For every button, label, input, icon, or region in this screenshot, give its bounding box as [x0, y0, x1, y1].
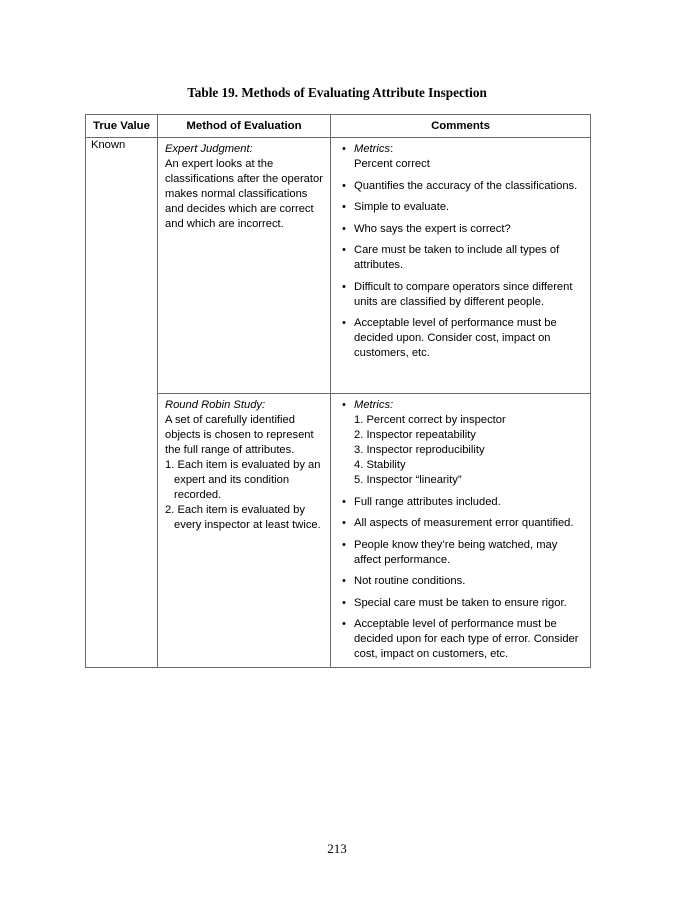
page-number: 213 — [327, 841, 347, 856]
metric-line: 3. Inspector reproducibility — [354, 444, 485, 456]
bullet-glyph: • — [342, 280, 346, 293]
method-description: An expert looks at the classifications after the operator makes normal classifications and decides which are correct and which are incorrect. — [165, 158, 323, 230]
comment-text: Simple to evaluate. — [354, 201, 450, 213]
metric-line: Percent correct — [354, 158, 430, 170]
list-item — [342, 280, 584, 310]
list-item — [342, 617, 584, 662]
list-item — [342, 574, 584, 589]
list-item — [342, 538, 584, 568]
metrics-colon: : — [390, 143, 394, 155]
header-method: Method of Evaluation — [158, 115, 331, 138]
metric-line: 5. Inspector “linearity” — [354, 474, 462, 486]
list-item — [342, 596, 584, 611]
bullet-glyph: • — [342, 517, 346, 529]
bullet-glyph: • — [342, 222, 346, 235]
comment-text: Acceptable level of performance must be decided upon. Consider cost, impact on customers, etc. — [354, 317, 557, 359]
bullet-glyph: • — [342, 179, 346, 192]
method-expert-judgment — [158, 138, 331, 394]
list-item — [342, 495, 584, 510]
list-item — [342, 200, 584, 215]
bullet-glyph: • — [342, 538, 346, 551]
list-item — [342, 516, 584, 531]
comment-text: People know they’re being watched, may affect performance. — [354, 538, 558, 566]
comment-text: Difficult to compare operators since different units are classified by different people. — [354, 280, 573, 308]
comments-expert-judgment — [331, 138, 591, 394]
method-round-robin — [158, 394, 331, 668]
comment-text: Acceptable level of performance must be decided upon for each type of error. Consider cost, impact on customers, etc. — [354, 618, 579, 660]
list-item — [342, 222, 584, 237]
bullet-glyph: • — [342, 201, 346, 213]
bullet-glyph: • — [342, 575, 346, 587]
method-title: Round Robin Study: — [165, 399, 266, 411]
metrics-label: Metrics: — [354, 399, 394, 411]
table-title: Table 19. Methods of Evaluating Attribute Inspection — [187, 85, 487, 100]
metric-line: 1. Percent correct by inspector — [354, 414, 506, 426]
metrics-label: Metrics — [354, 143, 391, 155]
header-comments: Comments — [331, 115, 591, 138]
comment-text: All aspects of measurement error quantified. — [354, 517, 574, 529]
comment-text: Full range attributes included. — [354, 495, 501, 508]
comments-round-robin — [331, 394, 591, 668]
comment-text: Not routine conditions. — [354, 575, 466, 587]
bullet-glyph: • — [342, 618, 346, 630]
method-description: A set of carefully identified objects is chosen to represent the full range of attributes. — [165, 414, 314, 456]
list-item — [342, 243, 584, 273]
bullet-glyph: • — [342, 495, 346, 508]
bullet-glyph: • — [342, 596, 346, 609]
list-item — [342, 316, 584, 361]
comment-text: Who says the expert is correct? — [354, 222, 511, 235]
list-item — [342, 398, 584, 488]
bullet-glyph: • — [342, 143, 346, 155]
metric-line: 4. Stability — [354, 459, 406, 471]
list-item — [342, 179, 584, 194]
list-item — [342, 142, 584, 172]
bullet-glyph: • — [342, 244, 346, 256]
bullet-glyph: • — [342, 317, 346, 329]
comment-text: Quantifies the accuracy of the classifications. — [354, 179, 578, 192]
method-title: Expert Judgment: — [165, 143, 253, 155]
header-true-value: True Value — [86, 115, 158, 138]
comment-text: Care must be taken to include all types of attributes. — [354, 244, 560, 271]
table-header-row — [86, 115, 591, 138]
metric-line: 2. Inspector repeatability — [354, 429, 476, 441]
method-step: 2. Each item is evaluated by every inspector at least twice. — [165, 504, 321, 531]
table-row — [86, 138, 591, 394]
comment-text: Special care must be taken to ensure rigor. — [354, 596, 567, 609]
table-row — [86, 394, 591, 668]
bullet-glyph: • — [342, 399, 346, 411]
true-value-known: Known — [86, 138, 158, 668]
evaluation-table — [85, 114, 591, 668]
method-step: 1. Each item is evaluated by an expert and its condition recorded. — [165, 459, 321, 501]
